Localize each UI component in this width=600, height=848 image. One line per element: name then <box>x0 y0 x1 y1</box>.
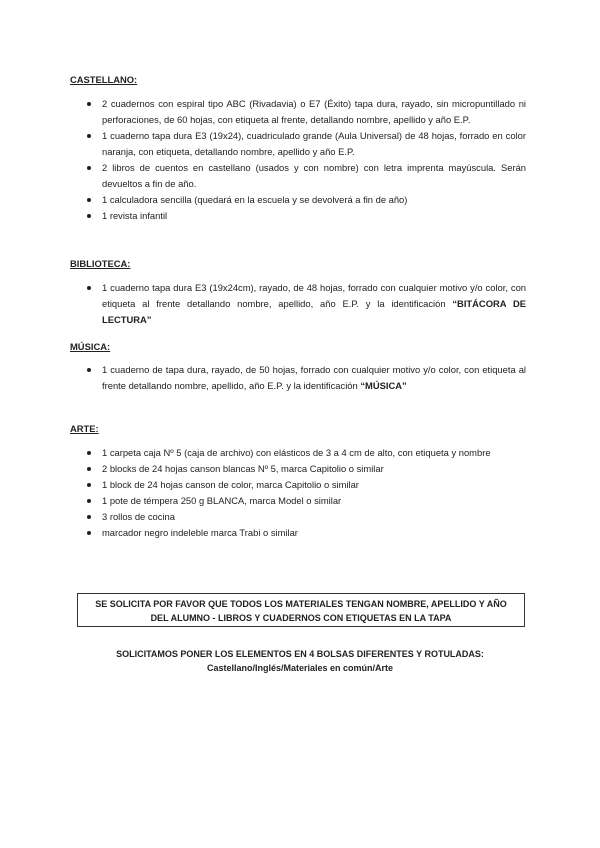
footer-line: Castellano/Inglés/Materiales en común/Arte <box>206 663 394 673</box>
biblioteca-heading: BIBLIOTECA: <box>70 258 131 269</box>
arte-heading: ARTE: <box>70 423 99 434</box>
list-item: marcador negro indeleble marca Trabi o similar <box>86 525 526 541</box>
arte-list <box>86 445 526 541</box>
list-item: 2 cuadernos con espiral tipo ABC (Rivadavia) o E7 (Éxito) tapa dura, rayado, sin micropuntillado ni perforaciones, de 60 hojas, con etiqueta al frente, detallando nombre, apellido y año E.P. <box>86 96 526 128</box>
castellano-list <box>86 96 526 224</box>
item-emphasis: “MÚSICA” <box>360 380 407 391</box>
notice-box <box>77 593 525 627</box>
list-item <box>86 280 526 328</box>
item-text: 1 cuaderno de tapa dura, rayado, de 50 hojas, forrado con cualquier motivo y/o color, con etiqueta al frente detallando nombre, apellido, año E.P. y la identificación <box>102 364 526 391</box>
item-emphasis: “BITÁCORA DE LECTURA” <box>102 298 526 325</box>
list-item: 2 blocks de 24 hojas canson blancas Nº 5, marca Capitolio o similar <box>86 461 526 477</box>
list-item: 1 revista infantil <box>86 208 526 224</box>
list-item: 3 rollos de cocina <box>86 509 526 525</box>
list-item: 2 libros de cuentos en castellano (usados y con nombre) con letra imprenta mayúscula. Serán devueltos a fin de año. <box>86 160 526 192</box>
list-item: 1 cuaderno tapa dura E3 (19x24), cuadriculado grande (Aula Universal) de 48 hojas, forrado en color naranja, con etiqueta, detallando nombre, apellido y año E.P. <box>86 128 526 160</box>
list-item: 1 calculadora sencilla (quedará en la escuela y se devolverá a fin de año) <box>86 192 526 208</box>
item-text: 1 cuaderno tapa dura E3 (19x24cm), rayado, de 48 hojas, forrado con cualquier motivo y/o color, con etiqueta al frente detallando nombre, apellido, año E.P. y la identificación <box>102 282 526 309</box>
footer-note <box>60 647 540 675</box>
musica-heading: MÚSICA: <box>70 341 111 352</box>
musica-list <box>86 362 526 394</box>
castellano-heading: CASTELLANO: <box>70 74 138 85</box>
list-item: 1 carpeta caja Nº 5 (caja de archivo) con elásticos de 3 a 4 cm de alto, con etiqueta y nombre <box>86 445 526 461</box>
list-item <box>86 362 526 394</box>
footer-line: SOLICITAMOS PONER LOS ELEMENTOS EN 4 BOLSAS DIFERENTES Y ROTULADAS: <box>116 649 484 659</box>
notice-line: DEL ALUMNO - LIBROS Y CUADERNOS CON ETIQUETAS EN LA TAPA <box>150 613 452 623</box>
biblioteca-list <box>86 280 526 328</box>
list-item: 1 block de 24 hojas canson de color, marca Capitolio o similar <box>86 477 526 493</box>
notice-line: SE SOLICITA POR FAVOR QUE TODOS LOS MATERIALES TENGAN NOMBRE, APELLIDO Y AÑO <box>95 599 507 609</box>
list-item: 1 pote de témpera 250 g BLANCA, marca Model o similar <box>86 493 526 509</box>
